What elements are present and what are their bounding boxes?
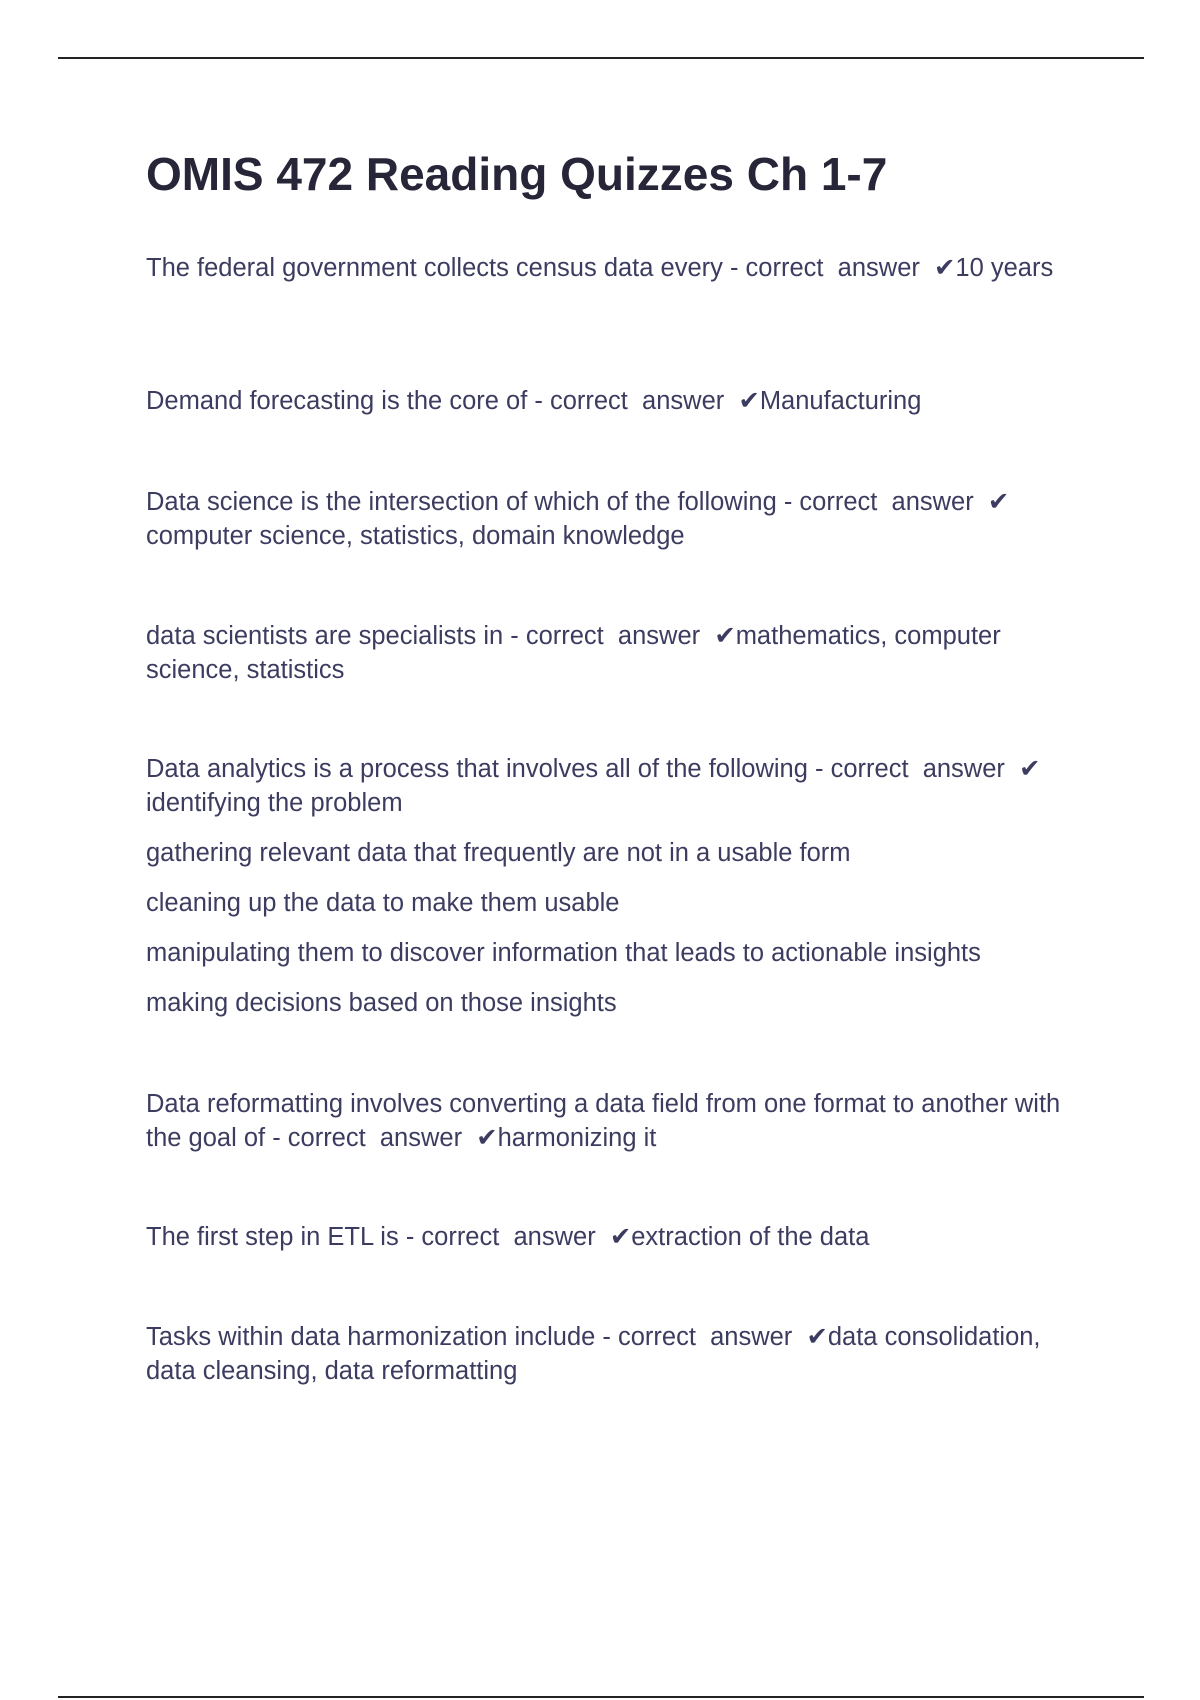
answer-label: - correct answer: [783, 488, 988, 516]
check-icon: ✔: [806, 1323, 828, 1351]
check-icon: ✔: [714, 622, 736, 650]
check-icon: ✔: [476, 1124, 498, 1152]
answer-extra-line: cleaning up the data to make them usable: [146, 889, 620, 917]
answer-label: - correct answer: [510, 622, 715, 650]
qa-item-6: [146, 1087, 1086, 1155]
qa-item-7: [146, 1220, 1086, 1254]
answer-label: - correct answer: [272, 1124, 477, 1152]
answer-text: computer science, statistics, domain knowledge: [146, 522, 685, 550]
question-text: data scientists are specialists in: [146, 622, 511, 650]
check-icon: ✔: [934, 254, 956, 282]
question-text: Tasks within data harmonization include: [146, 1323, 603, 1351]
qa-item-3: [146, 485, 1086, 553]
top-rule: [58, 57, 1144, 59]
answer-label: - correct answer: [602, 1323, 807, 1351]
answer-label: - correct answer: [405, 1223, 610, 1251]
answer-label: - correct answer: [815, 755, 1020, 783]
question-text: Data reformatting involves converting a data field from one format to another with the goal of: [146, 1090, 1061, 1152]
qa-item-4: [146, 619, 1086, 687]
answer-text: identifying the problem: [146, 789, 403, 817]
answer-text: harmonizing it: [497, 1124, 657, 1152]
question-text: The federal government collects census data every: [146, 254, 730, 282]
bottom-rule: [58, 1696, 1144, 1698]
answer-text: mathematics, computer science, statistics: [146, 622, 1001, 684]
qa-item-5: [146, 752, 1086, 1020]
question-text: Data science is the intersection of which of the following: [146, 488, 784, 516]
question-text: Data analytics is a process that involves all of the following: [146, 755, 816, 783]
answer-text: 10 years: [955, 254, 1054, 282]
qa-item-2: [146, 384, 1086, 418]
answer-extra-line: making decisions based on those insights: [146, 989, 617, 1017]
answer-label: - correct answer: [534, 387, 739, 415]
check-icon: ✔: [1019, 755, 1041, 783]
answer-extra-line: gathering relevant data that frequently are not in a usable form: [146, 839, 851, 867]
check-icon: ✔: [738, 387, 760, 415]
question-text: Demand forecasting is the core of: [146, 387, 535, 415]
check-icon: ✔: [987, 488, 1010, 516]
check-icon: ✔: [609, 1223, 632, 1251]
answer-text: Manufacturing: [759, 387, 922, 415]
qa-item-1: [146, 251, 1086, 285]
answer-label: - correct answer: [729, 254, 935, 282]
page-title: OMIS 472 Reading Quizzes Ch 1-7: [146, 148, 888, 200]
answer-text: data consolidation, data cleansing, data reformatting: [146, 1323, 1041, 1385]
answer-extra-line: manipulating them to discover information that leads to actionable insights: [146, 939, 981, 967]
qa-item-8: [146, 1320, 1086, 1388]
answer-text: extraction of the data: [631, 1223, 870, 1251]
question-text: The first step in ETL is: [146, 1223, 406, 1251]
